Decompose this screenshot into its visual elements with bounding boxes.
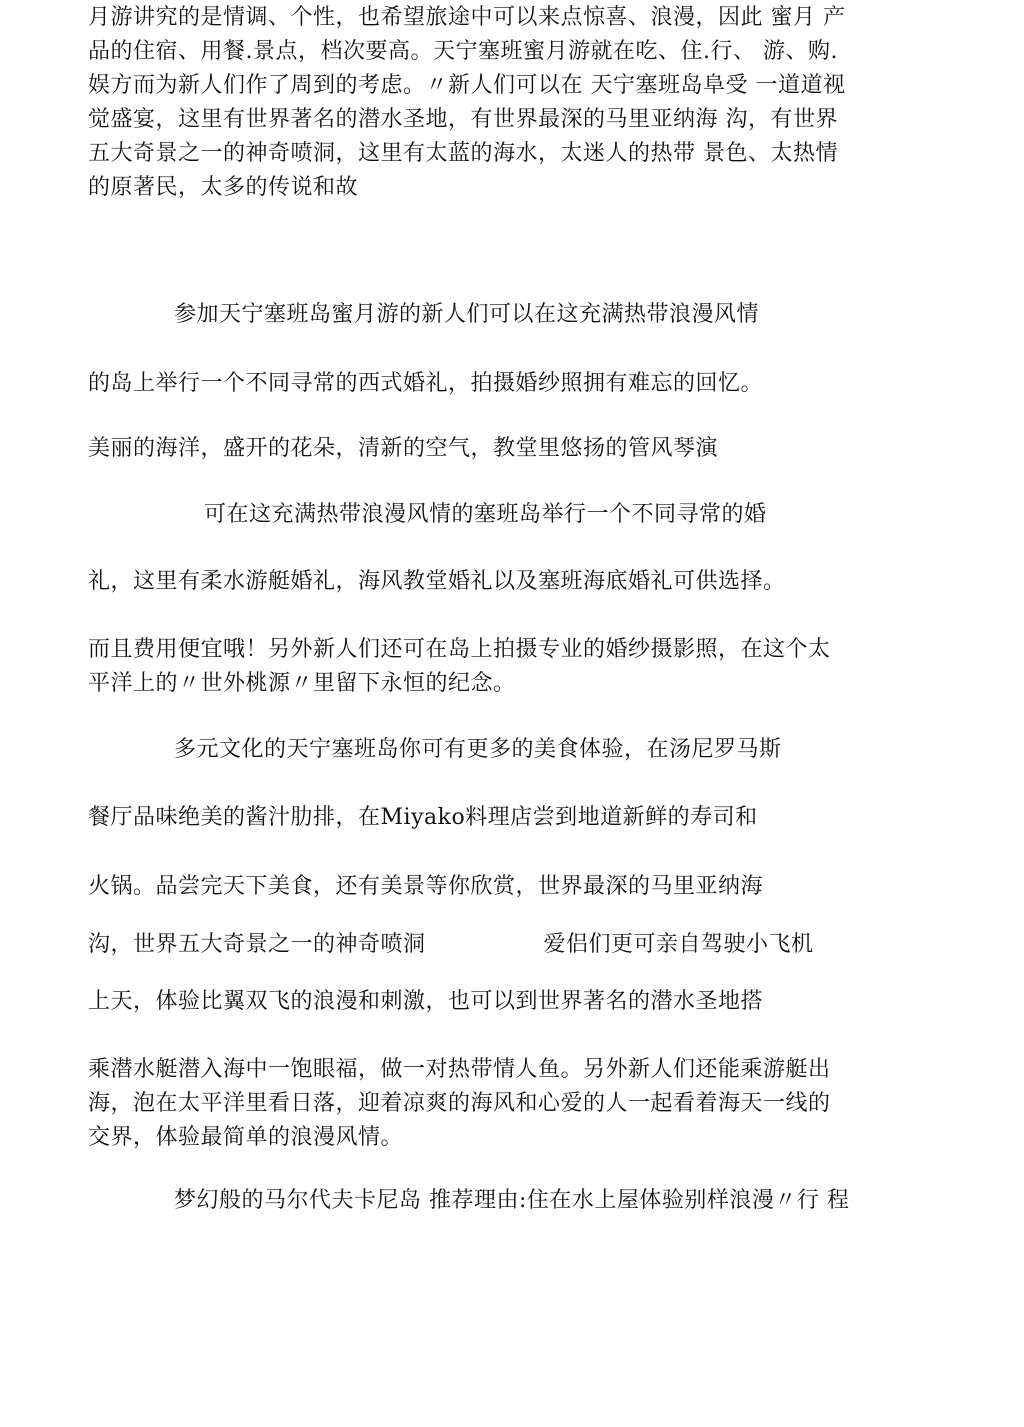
text-line: 的原著民，太多的传说和故 xyxy=(88,175,359,200)
text-segment: 爱侣们更可亲自驾驶小飞机 xyxy=(543,932,814,957)
text-line: 参加天宁塞班岛蜜月游的新人们可以在这充满热带浪漫风情 xyxy=(174,302,760,327)
text-line: 多元文化的天宁塞班岛你可有更多的美食体验，在汤尼罗马斯 xyxy=(174,737,782,762)
text-line: 娱方而为新人们作了周到的考虑。〃新人们可以在 天宁塞班岛阜受 一道道视 xyxy=(88,73,846,98)
text-line xyxy=(88,928,814,961)
text-line: 餐厅品味绝美的酱汁肋排，在Miyako料理店尝到地道新鲜的寿司和 xyxy=(88,805,758,830)
text-line: 五大奇景之一的神奇喷洞，这里有太蓝的海水，太迷人的热带 景色、太热情 xyxy=(88,141,838,166)
text-line: 的岛上举行一个不同寻常的西式婚礼，拍摄婚纱照拥有难忘的回忆。 xyxy=(88,371,764,396)
text-line: 可在这充满热带浪漫风情的塞班岛举行一个不同寻常的婚 xyxy=(204,502,767,527)
text-line: 美丽的海洋，盛开的花朵，清新的空气，教堂里悠扬的管风琴演 xyxy=(88,436,719,461)
text-line: 乘潜水艇潜入海中一饱眼福，做一对热带情人鱼。另外新人们还能乘游艇出 xyxy=(88,1057,831,1082)
text-line: 梦幻般的马尔代夫卡尼岛 推荐理由:住在水上屋体验别样浪漫〃行 程 xyxy=(174,1188,850,1213)
text-line: 而且费用便宜哦！另外新人们还可在岛上拍摄专业的婚纱摄影照，在这个太 xyxy=(88,637,831,662)
text-line: 火锅。品尝完天下美食，还有美景等你欣赏，世界最深的马里亚纳海 xyxy=(88,874,764,899)
text-line: 交界，体验最简单的浪漫风情。 xyxy=(88,1125,404,1150)
text-line: 觉盛宴，这里有世界著名的潜水圣地，有世界最深的马里亚纳海 沟，有世界 xyxy=(88,107,838,132)
text-line: 上天，体验比翼双飞的浪漫和刺激，也可以到世界著名的潜水圣地搭 xyxy=(88,989,764,1014)
text-line: 平洋上的〃世外桃源〃里留下永恒的纪念。 xyxy=(88,671,516,696)
text-segment: 沟，世界五大奇景之一的神奇喷洞 xyxy=(88,932,426,957)
text-line: 海，泡在太平洋里看日落，迎着凉爽的海风和心爱的人一起看着海天一线的 xyxy=(88,1091,831,1116)
text-line: 月游讲究的是情调、个性，也希望旅途中可以来点惊喜、浪漫，因此 蜜月 产 xyxy=(88,5,846,30)
text-line: 品的住宿、用餐.景点，档次要高。天宁塞班蜜月游就在吃、住.行、 游、购. xyxy=(88,39,838,64)
text-line: 礼，这里有柔水游艇婚礼，海风教堂婚礼以及塞班海底婚礼可供选择。 xyxy=(88,569,786,594)
